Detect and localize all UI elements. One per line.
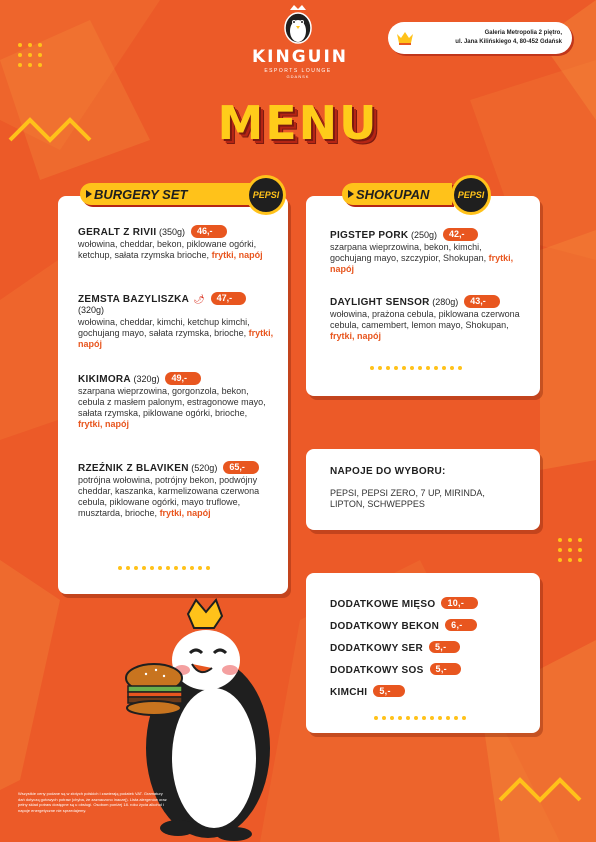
price-badge: 49,-: [165, 372, 201, 385]
price-badge: 42,-: [443, 228, 479, 241]
pepsi-logo-text: PEPSI: [249, 178, 283, 212]
item-name: PIGSTEP PORK: [330, 230, 409, 241]
drinks-list: PEPSI, PEPSI ZERO, 7 UP, MIRINDA, LIPTON, SCHWEPPES: [330, 488, 485, 509]
section-tab-burgers: [80, 183, 250, 205]
addon-item: [330, 619, 477, 632]
addon-name: DODATKOWY SOS: [330, 665, 424, 676]
item-weight: (350g): [158, 227, 185, 237]
item-weight: (250g): [410, 230, 437, 240]
price-badge: 10,-: [441, 597, 478, 609]
dotted-divider: [370, 366, 462, 370]
pepsi-logo-text: PEPSI: [454, 178, 488, 212]
item-extras: frytki, napój: [78, 328, 274, 349]
item-extras: frytki, napój: [159, 508, 211, 518]
dotted-divider: [118, 566, 210, 570]
item-extras: frytki, napój: [78, 419, 130, 429]
item-description: wołowina, cheddar, bekon, piklowane ogórki, ketchup, sałata rzymska brioche,: [78, 239, 257, 260]
address-badge: [388, 22, 572, 54]
item-extras: frytki, napój: [211, 250, 263, 260]
price-disclaimer: Wszystkie ceny podane są w złotych polskich i zawierają podatek VAT. Gramatury dań dotyczą gotowych potraw (chyba, że zaznaczono inaczej). Lista alergenów oraz pełny skład potraw dostępne są u obsługi. Osobom poniżej 18. roku życia alkohol i napoje energetyczne nie sprzedajemy.: [18, 791, 167, 813]
menu-item: [78, 225, 274, 261]
menu-item: [78, 292, 274, 350]
play-arrow-icon: [86, 190, 92, 198]
price-badge: 47,-: [211, 292, 247, 305]
addon-item: [330, 641, 460, 654]
play-arrow-icon: [348, 190, 354, 198]
addon-name: KIMCHI: [330, 687, 368, 698]
menu-item: [330, 228, 524, 275]
price-badge: 43,-: [464, 295, 500, 308]
item-name: KIKIMORA: [78, 374, 131, 385]
price-badge: 6,-: [445, 619, 476, 631]
logo-city: GDAŃSK: [286, 74, 310, 79]
address-line-2: ul. Jana Kilińskiego 4, 80-452 Gdańsk: [455, 39, 562, 45]
menu-item: [78, 461, 274, 519]
section-label: SHOKUPAN: [356, 186, 430, 202]
address-line-1: Galeria Metropolia 2 piętro,: [484, 30, 562, 36]
item-description: potrójna wołowina, potrójny bekon, podwójny cheddar, kaszanka, karmelizowana czerwona cebula, piklowane ogórki, mayo truflowe, musztarda, brioche,: [78, 475, 260, 518]
item-extras: frytki, napój: [330, 331, 382, 341]
penguin-crown-icon: [280, 4, 316, 44]
price-badge: 5,-: [373, 685, 404, 697]
item-description: wołowina, cheddar, kimchi, ketchup kimchi, gochujang mayo, sałata rzymska, brioche,: [78, 317, 250, 338]
item-weight: (280g): [432, 297, 459, 307]
logo-brand: KINGUIN: [252, 47, 349, 67]
item-description: wołowina, prażona cebula, piklowana czerwona cebula, camembert, lemon mayo, Shokupan,: [330, 309, 520, 330]
addon-name: DODATKOWE MIĘSO: [330, 599, 436, 610]
price-badge: 5,-: [430, 663, 461, 675]
price-badge: 46,-: [191, 225, 227, 238]
price-badge: 5,-: [429, 641, 460, 653]
address-text: [420, 29, 562, 47]
item-weight: (320g): [133, 374, 160, 384]
item-name: GERALT Z RIVII: [78, 227, 157, 238]
item-name: DAYLIGHT SENSOR: [330, 297, 430, 308]
item-extras: frytki, napój: [330, 253, 514, 274]
kinguin-logo: [252, 4, 349, 79]
menu-item: [330, 295, 524, 342]
section-tab-shokupan: [342, 183, 452, 205]
menu-item: [78, 372, 274, 430]
item-description: szarpana wieprzowina, gorgonzola, bekon, cebula z masłem palonym, estragonowe mayo, sałata rzymska, piklowane ogórki, brioche,: [78, 386, 266, 418]
crown-icon: [396, 30, 414, 46]
logo-subtitle: ESPORTS LOUNGE: [264, 68, 332, 74]
item-name: ZEMSTA BAZYLISZKA: [78, 294, 190, 305]
pepsi-logo-icon: [451, 175, 491, 215]
section-label: BURGERY SET: [94, 186, 188, 202]
drinks-title: NAPOJE DO WYBORU:: [330, 466, 446, 477]
chili-pepper-icon: 🌶: [193, 294, 205, 304]
item-weight: (520g): [191, 463, 218, 473]
price-badge: 65,-: [223, 461, 259, 474]
item-name: RZEŹNIK Z BLAVIKEN: [78, 463, 189, 474]
addon-name: DODATKOWY BEKON: [330, 621, 440, 632]
item-description: szarpana wieprzowina, bekon, kimchi, gochujang mayo, szczypior, Shokupan,: [330, 242, 487, 263]
addon-item: [330, 663, 461, 676]
dotted-divider: [374, 716, 466, 720]
pepsi-logo-icon: [246, 175, 286, 215]
page-title: MENU: [217, 96, 379, 150]
addon-item: [330, 597, 478, 610]
addon-name: DODATKOWY SER: [330, 643, 423, 654]
item-weight: (320g): [78, 305, 105, 315]
addon-item: [330, 685, 405, 698]
